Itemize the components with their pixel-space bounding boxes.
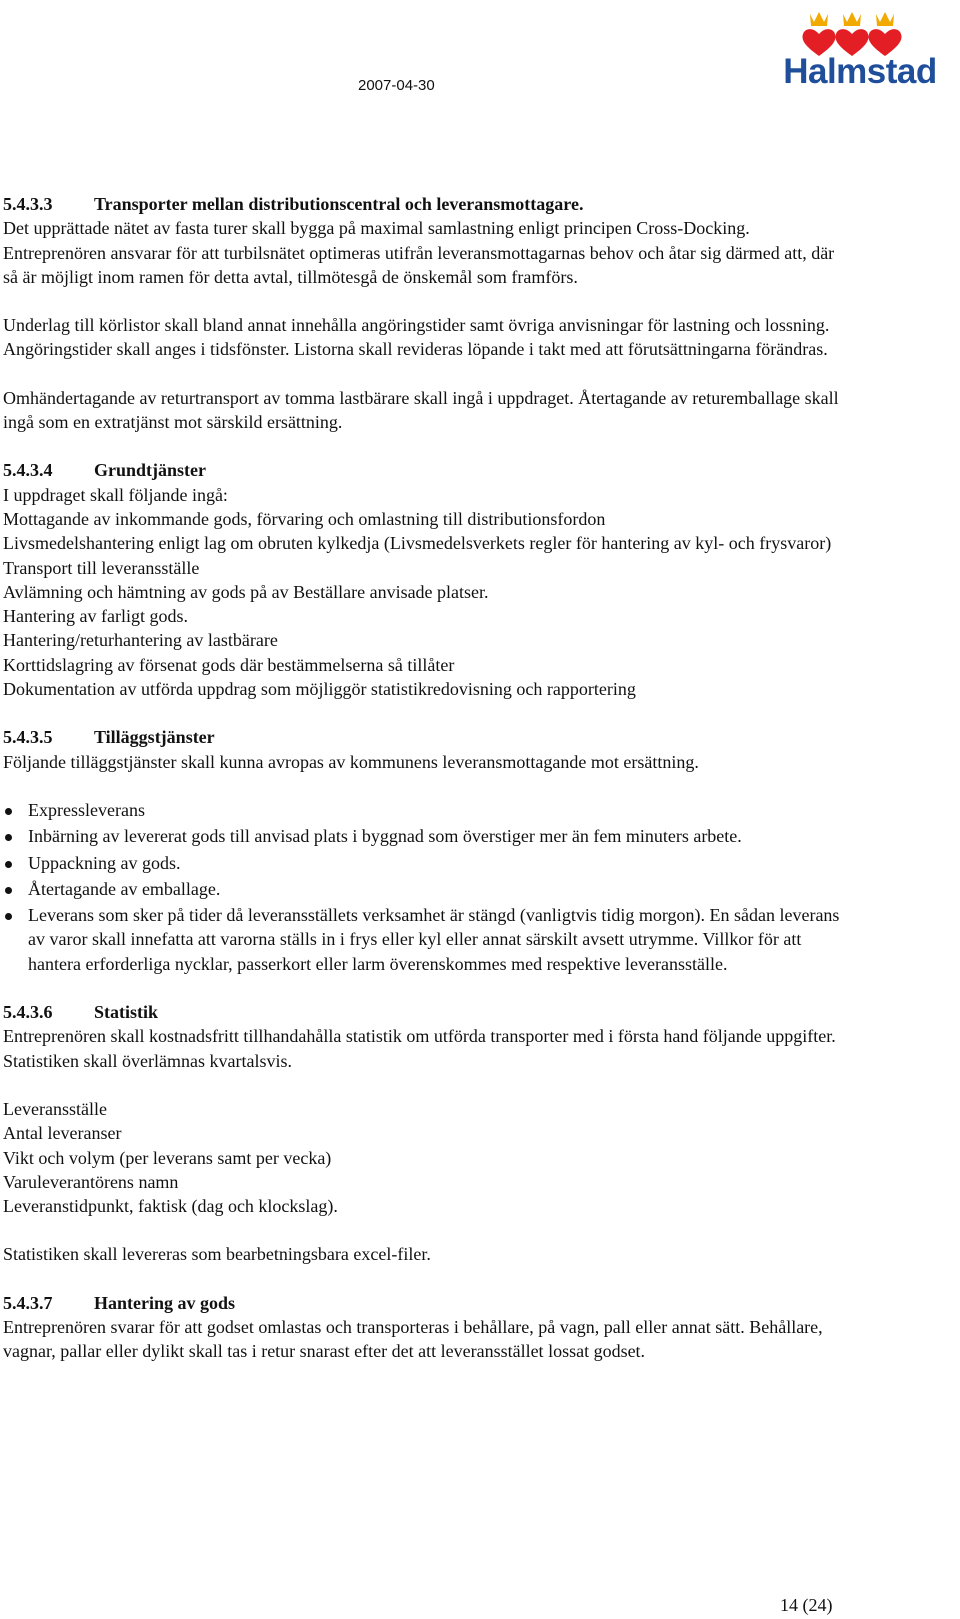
section-heading-5436 <box>3 1000 853 1024</box>
list-line: Leveranstidpunkt, faktisk (dag och klockslag). <box>3 1196 338 1217</box>
statistics-list <box>3 1097 853 1218</box>
list-line: Hantering/returhantering av lastbärare <box>3 630 278 651</box>
page-number: 14 (24) <box>780 1595 833 1615</box>
section-heading-5435 <box>3 725 853 749</box>
list-item <box>3 798 853 822</box>
list-item-text: Leverans som sker på tider då leveransställets verksamhet är stängd (vanligtvis tidig morgon). En sådan leverans av varor skall innefatta att varorna ställs in i frys eller kyl eller annat särskilt avsett utrymme. Villkor för att hantera erforderliga nycklar, passerkort eller larm överenskommes med respektive leveransställe. <box>28 905 840 974</box>
paragraph: Statistiken skall levereras som bearbetningsbara excel-filer. <box>3 1244 431 1265</box>
list-line: Hantering av farligt gods. <box>3 606 188 627</box>
section-number: 5.4.3.6 <box>3 1002 53 1023</box>
list-item <box>3 824 853 848</box>
list-line: I uppdraget skall följande ingå: <box>3 484 228 505</box>
list-line: Transport till leveransställe <box>3 557 200 578</box>
bullet-icon <box>5 834 12 841</box>
section-heading-5437 <box>3 1291 853 1315</box>
document-body <box>3 192 853 1388</box>
section-title: Grundtjänster <box>94 460 206 481</box>
paragraph: Entreprenören svarar för att godset omlastas och transporteras i behållare, på vagn, pall eller annat sätt. Behållare, vagnar, pallar eller dylikt skall tas i retur snarast efter det att leveransstället lossat godset. <box>3 1316 823 1362</box>
list-line: Mottagande av inkommande gods, förvaring och omlastning till distributionsfordon <box>3 508 606 529</box>
section-number: 5.4.3.5 <box>3 727 53 748</box>
bullet-list <box>3 798 853 976</box>
section-number: 5.4.3.3 <box>3 194 53 214</box>
list-line: Leveransställe <box>3 1098 107 1119</box>
section-number: 5.4.3.7 <box>3 1292 53 1313</box>
list-line: Korttidslagring av försenat gods där bestämmelserna så tillåter <box>3 654 455 675</box>
list-line: Antal leveranser <box>3 1123 122 1144</box>
list-item-text: Expressleverans <box>28 799 145 820</box>
section-heading-5434 <box>3 458 853 482</box>
paragraph: Följande tilläggstjänster skall kunna avropas av kommunens leveransmottagande mot ersättning. <box>3 751 699 772</box>
header-date: 2007-04-30 <box>358 77 435 94</box>
logo-text: Halmstad <box>783 52 937 91</box>
list-item-text: Inbärning av levererat gods till anvisad plats i byggnad som överstiger mer än fem minuters arbete. <box>28 826 742 847</box>
section-number: 5.4.3.4 <box>3 460 53 481</box>
bullet-icon <box>5 861 12 868</box>
halmstad-logo <box>765 10 955 96</box>
list-item <box>3 903 853 976</box>
section-title: Transporter mellan distributionscentral och leveransmottagare. <box>94 194 584 214</box>
list-item-text: Uppackning av gods. <box>28 852 181 873</box>
list-line: Vikt och volym (per leverans samt per vecka) <box>3 1147 332 1168</box>
paragraph: Det upprättade nätet av fasta turer skall bygga på maximal samlastning enligt principen Cross-Docking. Entreprenören ansvarar för att turbilsnätet optimeras utifrån leveransmottagarnas behov och åtar sig därmed att, där så är möjligt inom ramen för detta avtal, tillmötesgå de önskemål som framförs. <box>3 218 835 287</box>
section-title: Hantering av gods <box>94 1292 236 1313</box>
list-line: Avlämning och hämtning av gods på av Beställare anvisade platser. <box>3 581 489 602</box>
bullet-icon <box>5 887 12 894</box>
list-line: Varuleverantörens namn <box>3 1171 179 1192</box>
bullet-icon <box>5 913 12 920</box>
services-list <box>3 483 853 702</box>
section-title: Statistik <box>94 1002 159 1023</box>
bullet-icon <box>5 808 12 815</box>
list-item <box>3 851 853 875</box>
list-item-text: Återtagande av emballage. <box>28 878 221 899</box>
paragraph: Underlag till körlistor skall bland annat innehålla angöringstider samt övriga anvisningar för lastning och lossning. Angöringstider skall anges i tidsfönster. Listorna skall revideras löpande i takt med att förutsättningarna förändras. <box>3 315 830 360</box>
list-line: Dokumentation av utförda uppdrag som möjliggör statistikredovisning och rapportering <box>3 679 636 700</box>
section-title: Tilläggstjänster <box>94 727 215 748</box>
section-heading-5433 <box>3 192 853 216</box>
paragraph: Omhändertagande av returtransport av tomma lastbärare skall ingå i uppdraget. Återtagande av returemballage skall ingå som en extratjänst mot särskild ersättning. <box>3 387 839 433</box>
list-item <box>3 877 853 901</box>
list-line: Livsmedelshantering enligt lag om obruten kylkedja (Livsmedelsverkets regler för hantering av kyl- och frysvaror) <box>3 533 832 554</box>
paragraph: Entreprenören skall kostnadsfritt tillhandahålla statistik om utförda transporter med i första hand följande uppgifter. Statistiken skall överlämnas kvartalsvis. <box>3 1026 836 1071</box>
